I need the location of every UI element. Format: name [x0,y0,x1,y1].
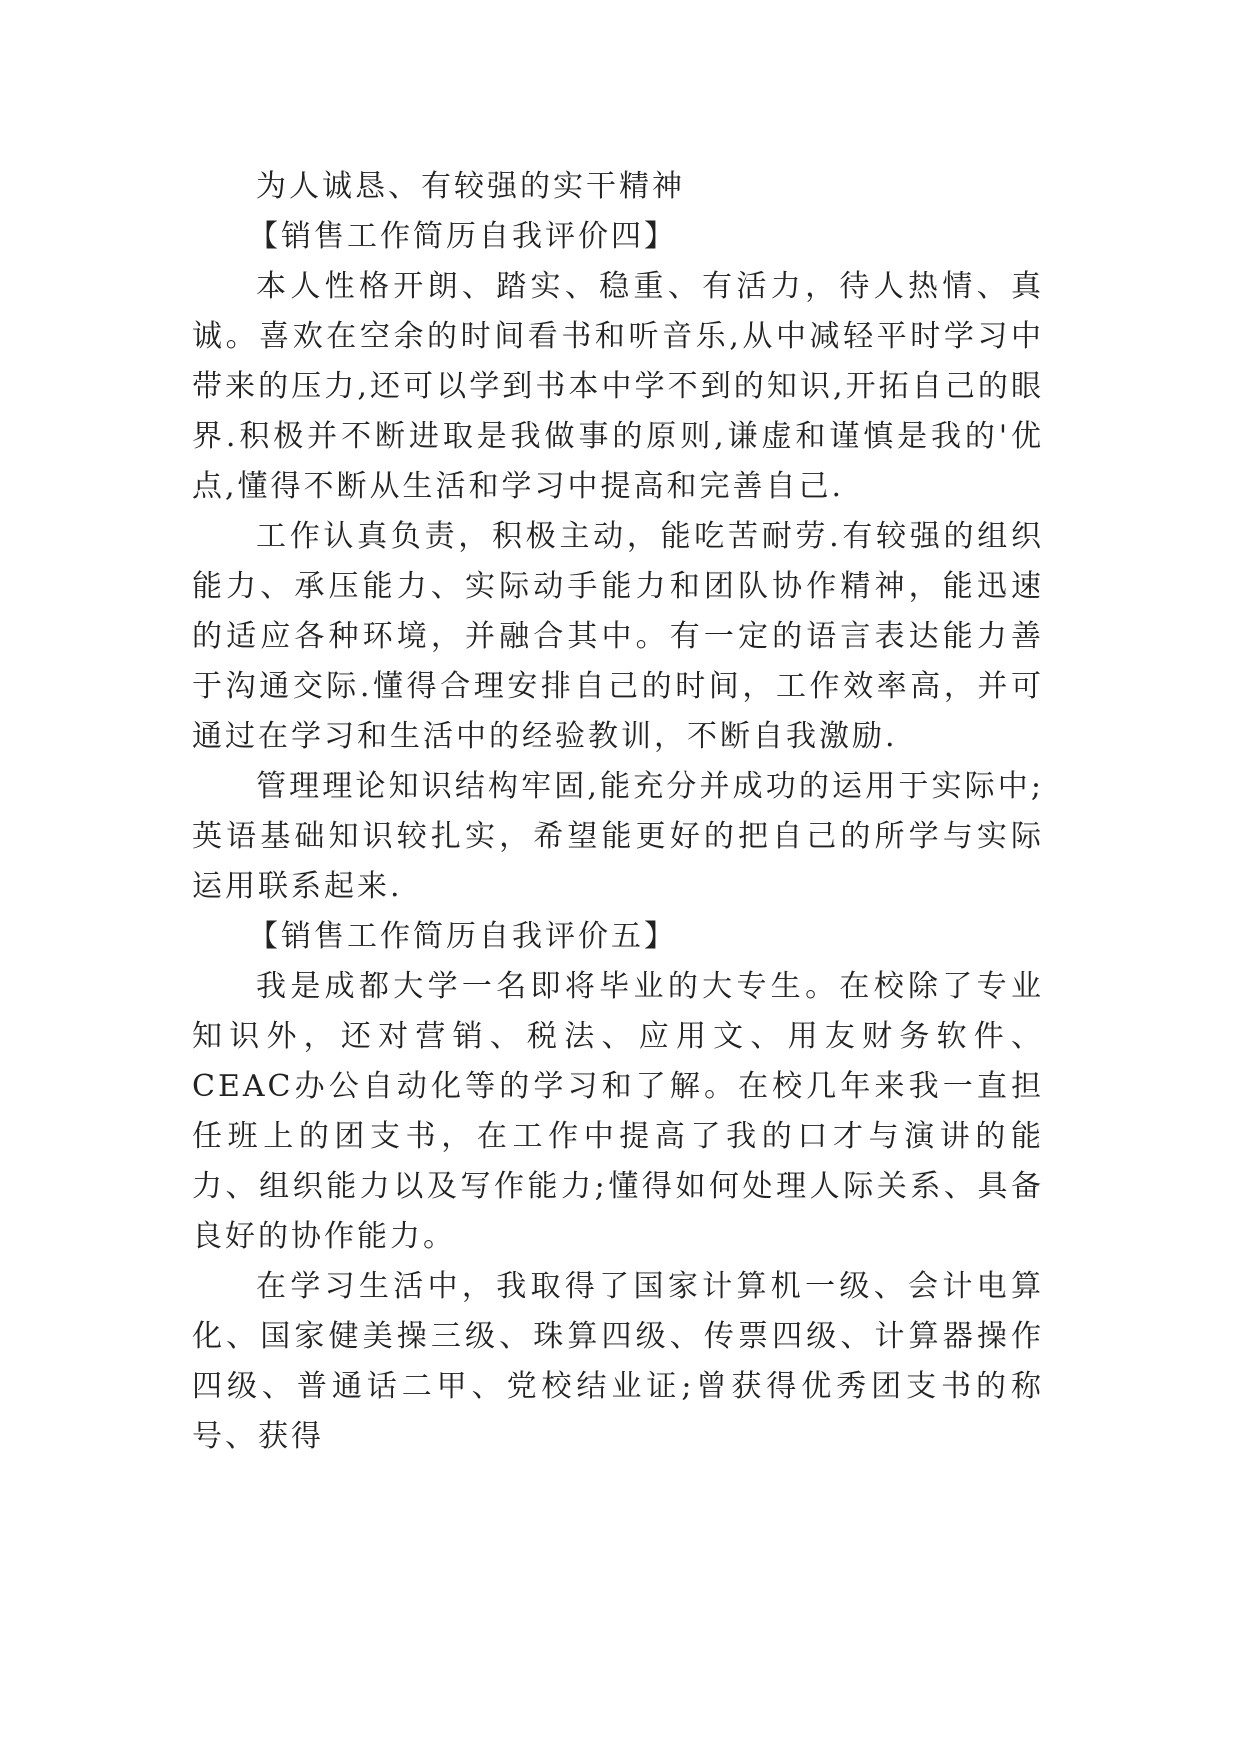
paragraph-personality: 本人性格开朗、踏实、稳重、有活力，待人热情、真诚。喜欢在空余的时间看书和听音乐,从中减轻平时学习中带来的压力,还可以学到书本中学不到的知识,开拓自己的眼界.积极并不断进取是我做事的原则,谦虚和谨慎是我的'优点,懂得不断从生活和学习中提高和完善自己. [192,269,1044,504]
paragraph-knowledge: 管理理论知识结构牢固,能充分并成功的运用于实际中;英语基础知识较扎实，希望能更好的把自己的所学与实际运用联系起来. [192,769,1044,904]
paragraph-intro-line: 为人诚恳、有较强的实干精神 [256,169,685,204]
section-heading-four: 【销售工作简历自我评价四】 [248,219,677,254]
section-heading-five: 【销售工作简历自我评价五】 [248,919,677,954]
document-body [192,162,1044,1462]
paragraph-work-attitude: 工作认真负责，积极主动，能吃苦耐劳.有较强的组织能力、承压能力、实际动手能力和团队协作精神，能迅速的适应各种环境，并融合其中。有一定的语言表达能力善于沟通交际.懂得合理安排自己的时间，工作效率高，并可通过在学习和生活中的经验教训，不断自我激励. [192,519,1044,754]
paragraph-education: 我是成都大学一名即将毕业的大专生。在校除了专业知识外，还对营销、税法、应用文、用友财务软件、CEAC办公自动化等的学习和了解。在校几年来我一直担任班上的团支书，在工作中提高了我的口才与演讲的能力、组织能力以及写作能力;懂得如何处理人际关系、具备良好的协作能力。 [192,969,1044,1254]
paragraph-certificates: 在学习生活中，我取得了国家计算机一级、会计电算化、国家健美操三级、珠算四级、传票四级、计算器操作四级、普通话二甲、党校结业证;曾获得优秀团支书的称号、获得 [192,1269,1044,1454]
